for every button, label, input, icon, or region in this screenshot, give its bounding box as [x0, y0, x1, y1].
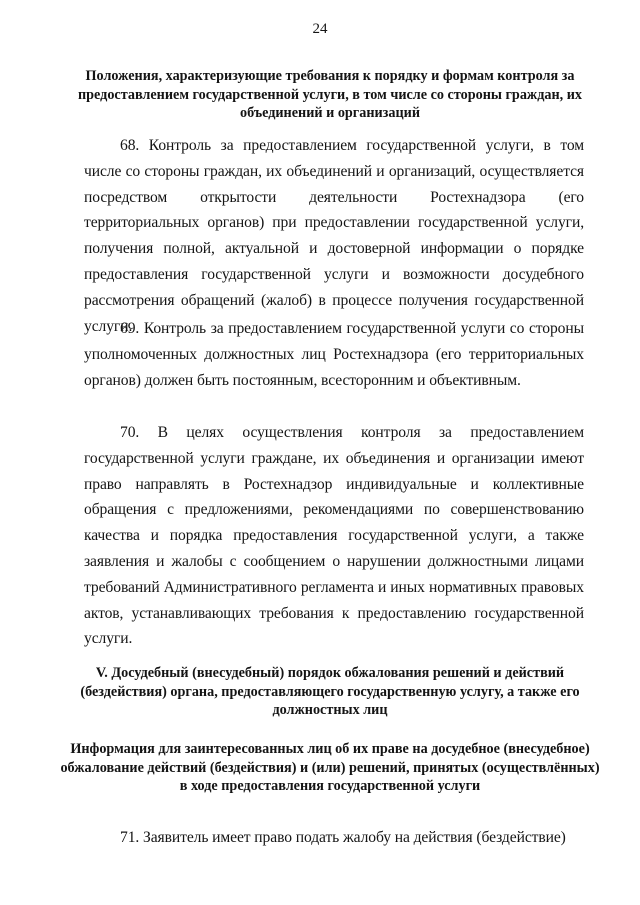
- paragraph-71: 71. Заявитель имеет право подать жалобу на действия (бездействие): [120, 829, 566, 846]
- paragraph-68: 68. Контроль за предоставлением государственной услуги, в том числе со стороны граждан, их объединений и организаций, осуществляется посредством открытости деятельности Ростехнадзора (его территориальных органов) при предоставлении государственной услуги, получения полной, актуальной и достоверной информации о порядке предоставления государственной услуги и возможности досудебного рассмотрения обращений (жалоб) в процессе получения государственной услуги.: [84, 137, 584, 335]
- page-number: 24: [312, 21, 328, 37]
- section-heading-control: Положения, характеризующие требования к порядку и формам контроля за предоставлением государственной услуги, в том числе со стороны граждан, их объединений и организаций: [77, 68, 583, 121]
- section-heading-v: V. Досудебный (внесудебный) порядок обжалования решений и действий (бездействия) органа, предоставляющего государственную услугу, а также его должностных лиц: [80, 665, 580, 718]
- paragraph-70: 70. В целях осуществления контроля за предоставлением государственной услуги граждане, их объединения и организации имеют право направлять в Ростехнадзор индивидуальные и коллективные обращения с предложениями, рекомендациями по совершенствованию качества и порядка предоставления государственной услуги, а также заявления и жалобы с сообщением о нарушении должностными лицами требований Административного регламента и иных нормативных правовых актов, устанавливающих требования к предоставлению государственной услуги.: [84, 424, 584, 648]
- subsection-heading-info: Информация для заинтересованных лиц об их праве на досудебное (внесудебное) обжалование действий (бездействия) и (или) решений, принятых (осуществлённых) в ходе предоставления государственной услуги: [60, 741, 600, 794]
- paragraph-69: 69. Контроль за предоставлением государственной услуги со стороны уполномоченных должностных лиц Ростехнадзора (его территориальных органов) должен быть постоянным, всесторонним и объективным.: [84, 320, 584, 389]
